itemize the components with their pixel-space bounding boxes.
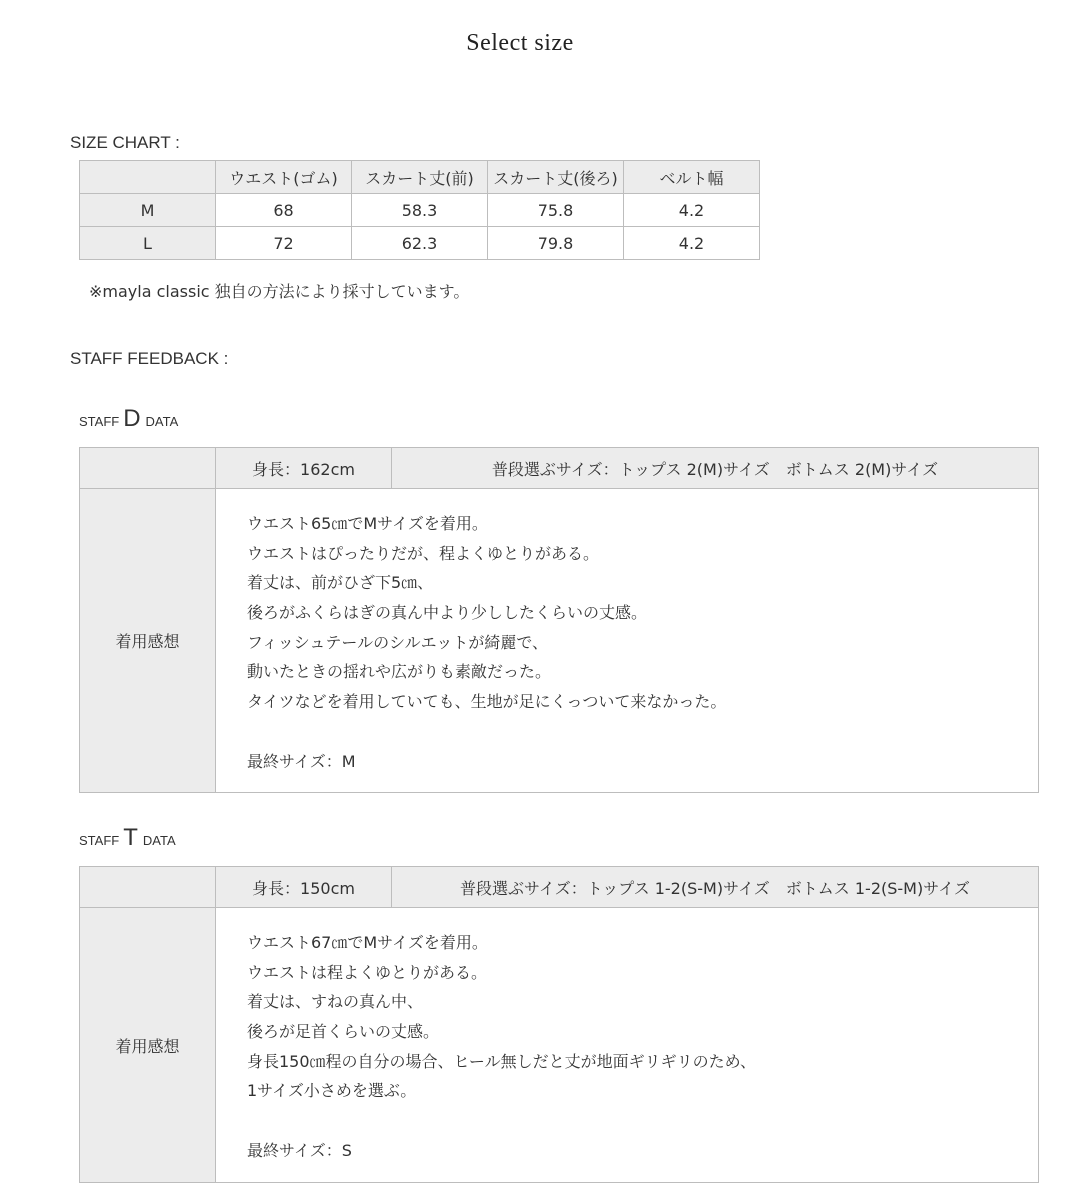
comment-line: 着丈は、前がひざ下5㎝、: [247, 573, 434, 593]
table-header-cell: スカート丈(前): [352, 161, 488, 194]
table-row: [80, 227, 760, 260]
table-cell: 79.8: [488, 227, 624, 260]
empty-header-cell: [80, 867, 216, 908]
table-cell: 72: [216, 227, 352, 260]
staff-t-heading: [79, 824, 176, 852]
measurement-note: ※mayla classic 独自の方法により採寸しています。: [89, 282, 470, 301]
size-chart-table: [79, 160, 760, 260]
staff-info-row: [80, 448, 1039, 489]
table-header-cell: ウエスト(ゴム): [216, 161, 352, 194]
comment-label: 着用感想: [80, 489, 216, 793]
comment-line: タイツなどを着用していても、生地が足にくっついて来なかった。: [247, 692, 727, 712]
staff-height: 身長：162cm: [216, 448, 392, 489]
comment-label: 着用感想: [80, 908, 216, 1183]
table-header-cell: ベルト幅: [624, 161, 760, 194]
table-cell: 62.3: [352, 227, 488, 260]
staff-feedback-label: STAFF FEEDBACK :: [70, 349, 229, 368]
table-header-cell: [80, 161, 216, 194]
table-row: [80, 194, 760, 227]
staff-d-heading: [79, 405, 178, 433]
comment-text: [216, 489, 1039, 793]
staff-height: 身長：150cm: [216, 867, 392, 908]
comment-line: 1サイズ小さめを選ぶ。: [247, 1081, 417, 1101]
size-label-cell: M: [80, 194, 216, 227]
comment-spacer: [247, 717, 1038, 747]
comment-line: 動いたときの揺れや広がりも素敵だった。: [247, 662, 552, 682]
comment-line: ウエストはぴったりだが、程よくゆとりがある。: [247, 543, 600, 563]
table-cell: 75.8: [488, 194, 624, 227]
staff-d-table: [79, 447, 1039, 793]
comment-line: ウエスト65㎝でMサイズを着用。: [247, 514, 488, 533]
table-cell: 68: [216, 194, 352, 227]
staff-initial: D: [123, 405, 141, 432]
comment-line: フィッシュテールのシルエットが綺麗で、: [247, 632, 549, 652]
staff-usual-size: 普段選ぶサイズ：トップス 2(M)サイズ ボトムス 2(M)サイズ: [392, 448, 1039, 489]
staff-comment-row: [80, 489, 1039, 793]
comment-line: 着丈は、すねの真ん中、: [247, 992, 424, 1012]
table-header-cell: スカート丈(後ろ): [488, 161, 624, 194]
comment-spacer: [247, 1106, 1038, 1136]
size-chart-label: SIZE CHART :: [70, 133, 180, 152]
comment-line: ウエストは程よくゆとりがある。: [247, 962, 488, 982]
comment-text: [216, 908, 1039, 1183]
staff-info-row: [80, 867, 1039, 908]
staff-suffix: DATA: [145, 414, 179, 429]
comment-line: ウエスト67㎝でMサイズを着用。: [247, 933, 488, 952]
staff-usual-size: 普段選ぶサイズ：トップス 1-2(S-M)サイズ ボトムス 1-2(S-M)サイズ: [392, 867, 1039, 908]
table-cell: 4.2: [624, 227, 760, 260]
table-cell: 4.2: [624, 194, 760, 227]
staff-prefix: STAFF: [79, 833, 120, 848]
comment-line: 身長150㎝程の自分の場合、ヒール無しだと丈が地面ギリギリのため、: [247, 1051, 756, 1071]
staff-initial: T: [123, 824, 138, 851]
empty-header-cell: [80, 448, 216, 489]
final-size: 最終サイズ：M: [247, 751, 356, 771]
staff-t-table: [79, 866, 1039, 1183]
staff-comment-row: [80, 908, 1039, 1183]
table-cell: 58.3: [352, 194, 488, 227]
comment-line: 後ろがふくらはぎの真ん中より少ししたくらいの丈感。: [247, 603, 648, 623]
staff-suffix: DATA: [142, 833, 176, 848]
final-size: 最終サイズ：S: [247, 1140, 352, 1160]
table-header-row: [80, 161, 760, 194]
page-title: Select size: [466, 30, 574, 56]
staff-prefix: STAFF: [79, 414, 120, 429]
comment-line: 後ろが足首くらいの丈感。: [247, 1022, 440, 1042]
size-label-cell: L: [80, 227, 216, 260]
